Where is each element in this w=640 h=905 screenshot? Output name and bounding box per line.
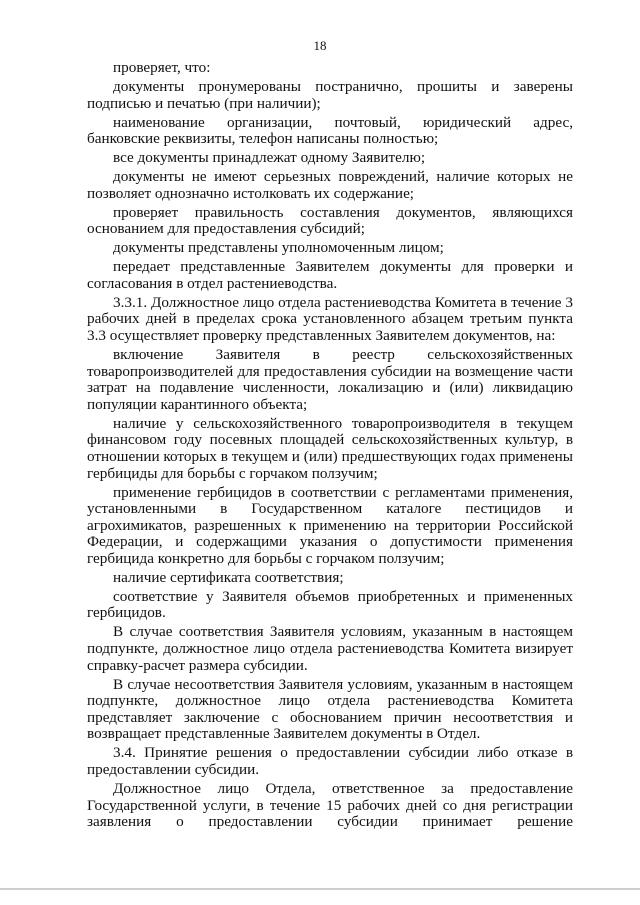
paragraph-16: В случае несоответствия Заявителя условиям, указанным в настоящем подпункте, должностное лицо отдела растениеводства Комитета представляет заключение с обоснованием причин несоответствия и возвращает представленные Заявителем документы в Отдел. — [87, 675, 573, 743]
paragraph-18: Должностное лицо Отдела, ответственное за предоставление Государственной услуги, в течение 15 рабочих дней со дня регистрации заявления о предоставлении субсидии принимает решение — [87, 779, 573, 831]
page-number: 18 — [313, 38, 327, 53]
paragraph-8: передает представленные Заявителем документы для проверки и согласования в отдел растениеводства. — [87, 258, 573, 292]
paragraph-14: соответствие у Заявителя объемов приобретенных и примененных гербицидов. — [87, 587, 573, 622]
paragraph-13: наличие сертификата соответствия; — [113, 568, 344, 586]
paragraph-4: все документы принадлежат одному Заявителю; — [113, 149, 426, 167]
paragraph-3: наименование организации, почтовый, юридический адрес, банковские реквизиты, телефон написаны полностью; — [87, 113, 573, 148]
paragraph-10: включение Заявителя в реестр сельскохозяйственных товаропроизводителей для предоставления субсидии на возмещение части затрат на подавление численности, локализацию и (или) ликвидацию популяции карантинного объекта; — [87, 346, 573, 413]
paragraph-5: документы не имеют серьезных повреждений, наличие которых не позволяет однозначно истолковать их содержание; — [87, 168, 573, 202]
paragraph-15: В случае соответствия Заявителя условиям, указанным в настоящем подпункте, должностное лицо отдела растениеводства Комитета визирует справку-расчет размера субсидии. — [87, 623, 573, 674]
page-bottom-edge — [0, 888, 640, 890]
document-body — [87, 60, 573, 833]
paragraph-6: проверяет правильность составления документов, являющихся основанием для предоставления субсидий; — [87, 203, 573, 238]
paragraph-2: документы пронумерованы постранично, прошиты и заверены подписью и печатью (при наличии); — [87, 77, 573, 112]
paragraph-1: проверяет, что: — [113, 59, 211, 76]
paragraph-9: 3.3.1. Должностное лицо отдела растениеводства Комитета в течение 3 рабочих дней в пределах срока установленного абзацем третьим пункта 3.3 осуществляет проверку представленных Заявителем документов, на: — [87, 293, 573, 345]
paragraph-17: 3.4. Принятие решения о предоставлении субсидии либо отказе в предоставлении субсидии. — [87, 744, 573, 778]
paragraph-11: наличие у сельскохозяйственного товаропроизводителя в текущем финансовом году посевных площадей сельскохозяйственных культур, в отношении которых в текущем и (или) предшествующих годах применены гербициды для борьбы с горчаком ползучим; — [87, 414, 573, 482]
paragraph-12: применение гербицидов в соответствии с регламентами применения, установленными в Государственном каталоге пестицидов и агрохимикатов, разрешенных к применению на территории Российской Федерации, и содержащими указания о допустимости применения гербицида конкретно для борьбы с горчаком ползучим; — [87, 483, 573, 567]
paragraph-7: документы представлены уполномоченным лицом; — [113, 239, 444, 257]
